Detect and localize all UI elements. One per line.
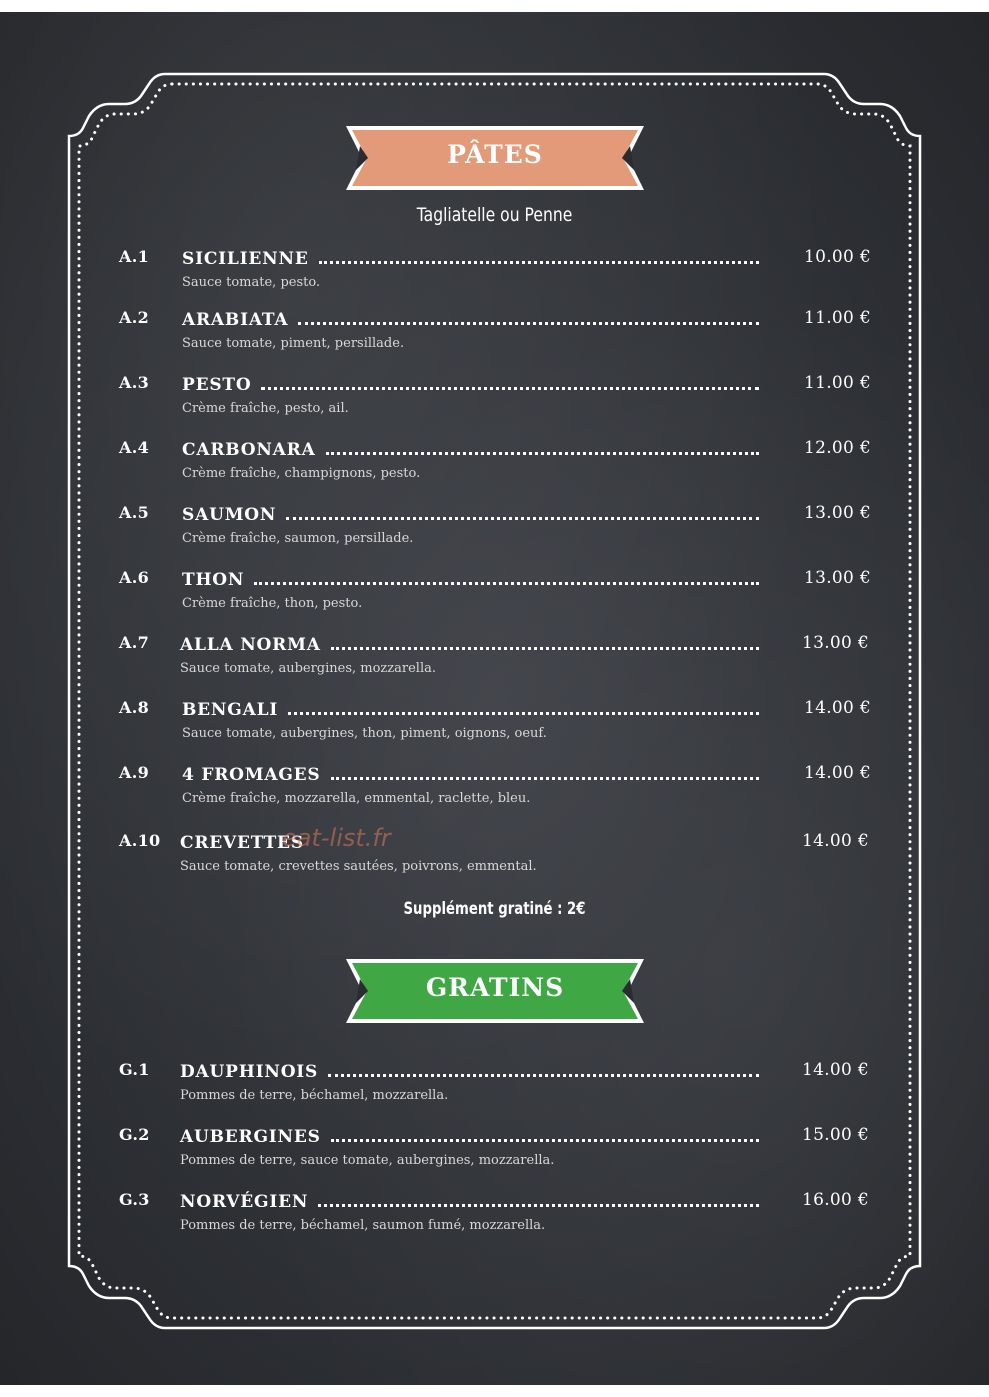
item-name: SAUMON [182, 505, 277, 525]
dot-leader [319, 261, 759, 264]
item-price: 12.00 € [804, 438, 871, 458]
list-item [0, 633, 989, 691]
item-description: Crème fraîche, champignons, pesto. [182, 466, 421, 481]
dot-leader [331, 647, 759, 650]
item-name: NORVÉGIEN [180, 1192, 309, 1212]
list-item [0, 831, 989, 889]
list-item [0, 568, 989, 626]
item-code: A.5 [119, 503, 150, 522]
dot-leader [261, 387, 759, 390]
item-name: CARBONARA [182, 440, 316, 460]
item-description: Crème fraîche, mozzarella, emmental, raclette, bleu. [182, 791, 531, 806]
item-code: A.1 [119, 247, 150, 266]
watermark: eat-list.fr [282, 824, 391, 852]
dot-leader [328, 1074, 759, 1077]
dot-leader [254, 582, 759, 585]
item-code: A.7 [119, 633, 150, 652]
item-name: CREVETTES [180, 833, 304, 853]
item-description: Pommes de terre, béchamel, saumon fumé, mozzarella. [180, 1218, 546, 1233]
item-description: Sauce tomate, aubergines, thon, piment, oignons, oeuf. [182, 726, 547, 741]
list-item [0, 1125, 989, 1183]
dot-leader [288, 712, 759, 715]
item-code: G.3 [119, 1190, 150, 1209]
item-price: 10.00 € [804, 247, 871, 267]
pates-banner [344, 124, 646, 192]
item-description: Sauce tomate, pesto. [182, 275, 321, 290]
gratins-banner [344, 957, 646, 1025]
item-price: 11.00 € [804, 308, 871, 328]
item-price: 16.00 € [802, 1190, 869, 1210]
item-description: Crème fraîche, thon, pesto. [182, 596, 363, 611]
item-name: 4 FROMAGES [182, 765, 321, 785]
pates-subtitle: Tagliatelle ou Penne [416, 204, 573, 226]
list-item [0, 373, 989, 431]
item-name: ALLA NORMA [180, 635, 321, 655]
item-description: Crème fraîche, saumon, persillade. [182, 531, 414, 546]
item-code: A.3 [119, 373, 150, 392]
item-name: BENGALI [182, 700, 279, 720]
dot-leader [318, 1204, 759, 1207]
item-code: A.9 [119, 763, 150, 782]
item-description: Pommes de terre, béchamel, mozzarella. [180, 1088, 449, 1103]
list-item [0, 698, 989, 756]
item-name: PESTO [182, 375, 252, 395]
item-price: 14.00 € [802, 1060, 869, 1080]
item-code: A.10 [119, 831, 161, 850]
chalkboard-background [0, 12, 989, 1385]
item-price: 13.00 € [804, 503, 871, 523]
item-price: 14.00 € [804, 698, 871, 718]
item-code: G.2 [119, 1125, 150, 1144]
item-code: A.6 [119, 568, 150, 587]
item-description: Pommes de terre, sauce tomate, aubergines, mozzarella. [180, 1153, 555, 1168]
item-description: Sauce tomate, piment, persillade. [182, 336, 405, 351]
dot-leader [331, 1139, 759, 1142]
item-price: 13.00 € [804, 568, 871, 588]
list-item [0, 308, 989, 366]
list-item [0, 438, 989, 496]
item-description: Sauce tomate, aubergines, mozzarella. [180, 661, 436, 676]
dot-leader [286, 517, 759, 520]
item-code: G.1 [119, 1060, 150, 1079]
item-price: 15.00 € [802, 1125, 869, 1145]
dot-leader [298, 322, 759, 325]
section-title: PÂTES [447, 140, 543, 169]
item-price: 14.00 € [804, 763, 871, 783]
item-code: A.4 [119, 438, 150, 457]
item-name: THON [182, 570, 245, 590]
item-description: Sauce tomate, crevettes sautées, poivrons, emmental. [180, 859, 537, 874]
item-code: A.2 [119, 308, 150, 327]
list-item [0, 247, 989, 305]
item-name: SICILIENNE [182, 249, 309, 269]
item-name: AUBERGINES [180, 1127, 321, 1147]
list-item [0, 503, 989, 561]
item-price: 13.00 € [802, 633, 869, 653]
item-name: DAUPHINOIS [180, 1062, 319, 1082]
item-price: 11.00 € [804, 373, 871, 393]
list-item [0, 763, 989, 821]
item-description: Crème fraîche, pesto, ail. [182, 401, 349, 416]
item-name: ARABIATA [182, 310, 289, 330]
item-code: A.8 [119, 698, 150, 717]
list-item [0, 1190, 989, 1248]
dot-leader [331, 777, 759, 780]
list-item [0, 1060, 989, 1118]
section-title: GRATINS [425, 973, 565, 1002]
dot-leader [326, 452, 759, 455]
gratine-supplement-note: Supplément gratiné : 2€ [403, 899, 586, 919]
item-price: 14.00 € [802, 831, 869, 851]
